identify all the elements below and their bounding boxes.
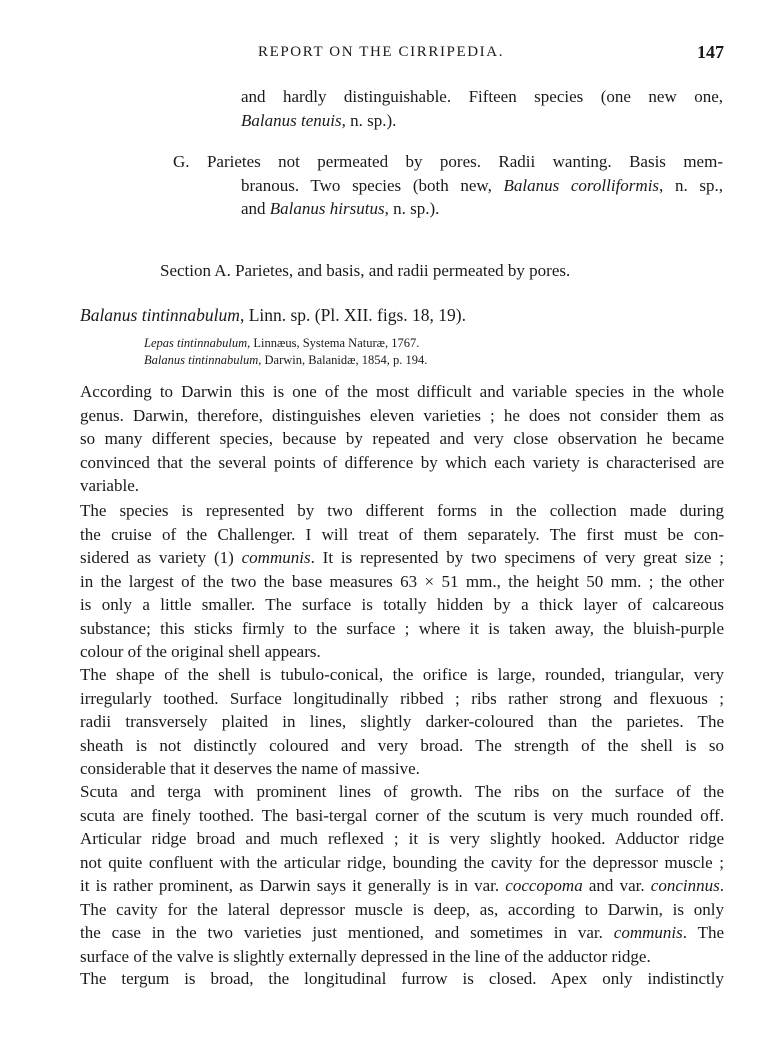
text-fragment: , Linn. sp. (Pl. XII. figs. 18, 19).: [239, 305, 466, 325]
text-line: Articular ridge broad and much reflexed ; it is very slightly hooked. Adductor ridge: [80, 829, 724, 848]
text-fragment: branous. Two species (both new,: [241, 175, 504, 195]
text-fragment: , n. sp.,: [659, 175, 723, 195]
text-line: [80, 874, 724, 898]
species-name: Balanus hirsutus: [269, 199, 385, 218]
variety-name: communis: [613, 923, 683, 942]
text-fragment: it is rather prominent, as Darwin says it generally is in var.: [80, 876, 506, 895]
text-line: in the largest of the two the base measures 63 × 51 mm., the height 50 mm. ; the other: [80, 571, 724, 591]
text-line: and hardly distinguishable. Fifteen species (one new one,: [241, 87, 723, 106]
running-title: REPORT ON THE CIRRIPEDIA.: [258, 44, 505, 60]
text-line: surface of the valve is slightly externally depressed in the line of the adductor ridge.: [80, 946, 651, 966]
text-line: variable.: [80, 476, 139, 495]
text-line: Scuta and terga with prominent lines of growth. The ribs on the surface of the: [80, 782, 724, 801]
text-fragment: , n. sp.).: [341, 110, 397, 130]
text-line: The tergum is broad, the longitudinal furrow is closed. Apex only indistinctly: [80, 969, 724, 988]
page-number: 147: [697, 42, 724, 62]
text-line: is only a little smaller. The surface is totally hidden by a thick layer of calcareous: [80, 595, 724, 614]
text-line: colour of the original shell appears.: [80, 642, 321, 661]
text-line: radii transversely plaited in lines, slightly darker-coloured than the parietes. The: [80, 712, 724, 731]
text-line: The species is represented by two different forms in the collection made during: [80, 501, 724, 520]
variety-name: communis: [241, 548, 311, 567]
synonymy-references: [144, 335, 644, 369]
page-header: [78, 42, 724, 66]
paragraph-2: [80, 499, 724, 664]
text-fragment: .: [719, 876, 724, 895]
paragraph-5: [80, 967, 724, 991]
text-line: The shape of the shell is tubulo-conical, the orifice is large, rounded, triangular, very: [80, 665, 724, 684]
text-line: the cruise of the Challenger. I will treat of them separately. The first must be con-: [80, 524, 724, 544]
paragraph-1: [80, 380, 724, 498]
species-name: Balanus tenuis: [241, 110, 342, 130]
text-line: genus. Darwin, therefore, distinguishes eleven varieties ; he does not consider them as: [80, 405, 724, 425]
text-line: convinced that the several points of difference by which each variety is characterised are: [80, 452, 724, 472]
species-name: Balanus tintinnabulum: [80, 305, 240, 325]
text-line: scuta are finely toothed. The basi-tergal corner of the scutum is very much rounded off.: [80, 805, 724, 825]
text-line: not quite confluent with the articular ridge, bounding the cavity for the depressor muscle ;: [80, 852, 724, 872]
text-line: According to Darwin this is one of the most difficult and variable species in the whole: [80, 382, 724, 401]
reference-line: [144, 335, 644, 352]
species-name: Lepas tintinnabulum: [144, 336, 248, 350]
text-line: [80, 546, 724, 570]
text-line: [241, 174, 723, 198]
section-heading: [160, 259, 660, 283]
paragraph-3: [80, 663, 724, 781]
text-line: [80, 921, 724, 945]
text-line: irregularly toothed. Surface longitudinally ribbed ; ribs rather strong and flexuous ;: [80, 688, 724, 708]
text-fragment: . The: [682, 923, 725, 942]
text-line: [80, 304, 680, 328]
variety-name: concinnus: [650, 876, 720, 895]
key-continuation: [241, 85, 723, 132]
text-fragment: and var.: [582, 876, 651, 895]
reference-line: [144, 352, 644, 369]
text-line: [241, 109, 723, 133]
text-fragment: , n. sp.).: [384, 199, 440, 218]
text-fragment: the case in the two varieties just mentioned, and sometimes in var.: [80, 923, 614, 942]
species-name: Balanus tintinnabulum: [144, 353, 259, 367]
text-line: The cavity for the lateral depressor muscle is deep, as, according to Darwin, is only: [80, 899, 724, 919]
text-fragment: , Darwin, Balanidæ, 1854, p. 194.: [258, 353, 428, 367]
text-fragment: . It is represented by two specimens of very great size ;: [310, 548, 724, 567]
text-line: so many different species, because by repeated and very close observation he became: [80, 429, 724, 448]
text-line: considerable that it deserves the name of massive.: [80, 759, 420, 778]
heading-text: Section A. Parietes, and basis, and radii permeated by pores.: [160, 261, 571, 280]
text-line: G. Parietes not permeated by pores. Radii wanting. Basis mem-: [173, 152, 723, 171]
species-heading: [80, 304, 680, 328]
variety-name: coccopoma: [505, 876, 583, 895]
text-fragment: sidered as variety (1): [80, 548, 242, 567]
text-line: sheath is not distinctly coloured and very broad. The strength of the shell is so: [80, 735, 724, 755]
species-name: Balanus corolliformis: [503, 175, 660, 195]
text-line: [241, 197, 723, 221]
text-fragment: and: [241, 199, 270, 218]
key-entry-g: [173, 150, 723, 221]
text-fragment: , Linnæus, Systema Naturæ, 1767.: [247, 336, 420, 350]
text-line: substance; this sticks firmly to the surface ; where it is taken away, the bluish-purple: [80, 618, 724, 638]
paragraph-4: [80, 780, 724, 968]
